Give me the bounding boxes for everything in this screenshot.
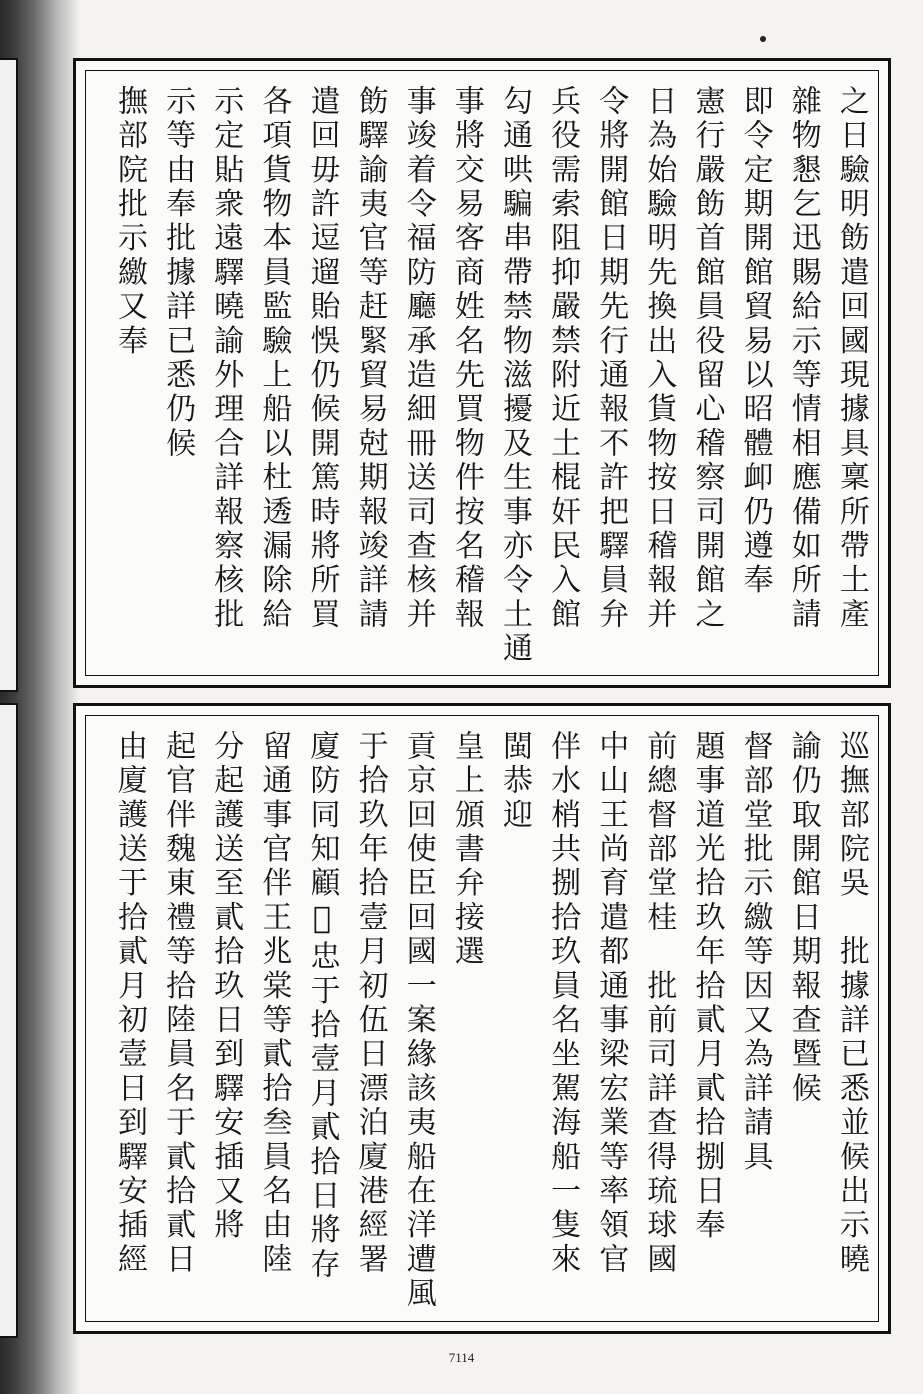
text-column: 閩恭迎 bbox=[497, 730, 532, 833]
bottom-text-panel bbox=[73, 703, 891, 1334]
text-column: 雜物懇乞迅賜給示等情相應備如所請 bbox=[785, 85, 821, 633]
text-column: 于拾玖年拾壹月初伍日漂泊廈港經署 bbox=[352, 730, 388, 1278]
adjacent-page-frame bbox=[0, 58, 18, 692]
text-column: 巡撫部院吳 批據詳已悉並候出示曉 bbox=[833, 730, 869, 1278]
text-column: 諭仍取開館日期報查暨候 bbox=[785, 730, 821, 1107]
text-column: 事竣着令福防廳承造細冊送司查核并 bbox=[400, 85, 436, 633]
text-column: 貢京回使臣回國一案緣該夷船在洋遭風 bbox=[400, 730, 436, 1312]
text-column: 勾通哄騙串帶禁物滋擾及生事亦令土通 bbox=[497, 85, 532, 667]
speck-mark bbox=[760, 36, 766, 42]
text-column: 伴水梢共捌拾玖員名坐駕海船一隻來 bbox=[545, 730, 581, 1278]
text-column: 即令定期開館貿易以昭體卹仍遵奉 bbox=[737, 85, 773, 598]
adjacent-page-frame bbox=[0, 703, 18, 1338]
text-column: 督部堂批示繳等因又為詳請具 bbox=[737, 730, 773, 1175]
text-column: 憲行嚴飭首館員役留心稽察司開館之 bbox=[689, 85, 725, 633]
text-column: 由廈護送于拾貳月初壹日到驛安插經 bbox=[112, 730, 147, 1278]
text-column: 示定貼衆遠驛曉諭外理合詳報察核批 bbox=[208, 85, 244, 633]
top-text-panel bbox=[73, 58, 891, 688]
text-column: 起官伴魏東禮等拾陸員名于貳拾貳日 bbox=[160, 730, 196, 1278]
text-column: 中山王尚育遣都通事梁宏業等率領官 bbox=[593, 730, 629, 1278]
text-column: 示等由奉批據詳已悉仍候 bbox=[160, 85, 196, 462]
text-column: 日為始驗明先換出入貨物按日稽報并 bbox=[641, 85, 677, 633]
text-column: 分起護送至貳拾玖日到驛安插又將 bbox=[208, 730, 244, 1243]
text-column: 事將交易客商姓名先買物件按名稽報 bbox=[448, 85, 484, 633]
top-text-columns bbox=[100, 85, 869, 667]
text-column: 皇上頒書弁接選 bbox=[448, 730, 484, 970]
text-column: 遣回毋許逗遛貽悞仍候開篤時將所買 bbox=[304, 85, 340, 633]
bottom-text-columns bbox=[100, 730, 869, 1312]
text-column: 飭驛諭夷官等赶緊貿易尅期報竣詳請 bbox=[352, 85, 388, 633]
text-column: 題事道光拾玖年拾貳月貳拾捌日奉 bbox=[689, 730, 725, 1243]
text-column: 令將開館日期先行通報不許把驛員弁 bbox=[593, 85, 629, 633]
text-column: 撫部院批示繳又奉 bbox=[112, 85, 147, 359]
text-column: 廈防同知顧𡊮忠于拾壹月貳拾日將存 bbox=[304, 730, 340, 1283]
text-column: 留通事官伴王兆棠等貳拾叁員名由陸 bbox=[256, 730, 292, 1278]
text-column: 之日驗明飭遣回國現據具稟所帶土產 bbox=[833, 85, 869, 633]
text-column: 各項貨物本員監驗上船以杜透漏除給 bbox=[256, 85, 292, 633]
text-column: 前總督部堂桂 批前司詳查得琉球國 bbox=[641, 730, 677, 1278]
text-column: 兵役需索阻抑嚴禁附近土棍奸民入館 bbox=[545, 85, 581, 633]
page-number: 7114 bbox=[448, 1350, 475, 1365]
